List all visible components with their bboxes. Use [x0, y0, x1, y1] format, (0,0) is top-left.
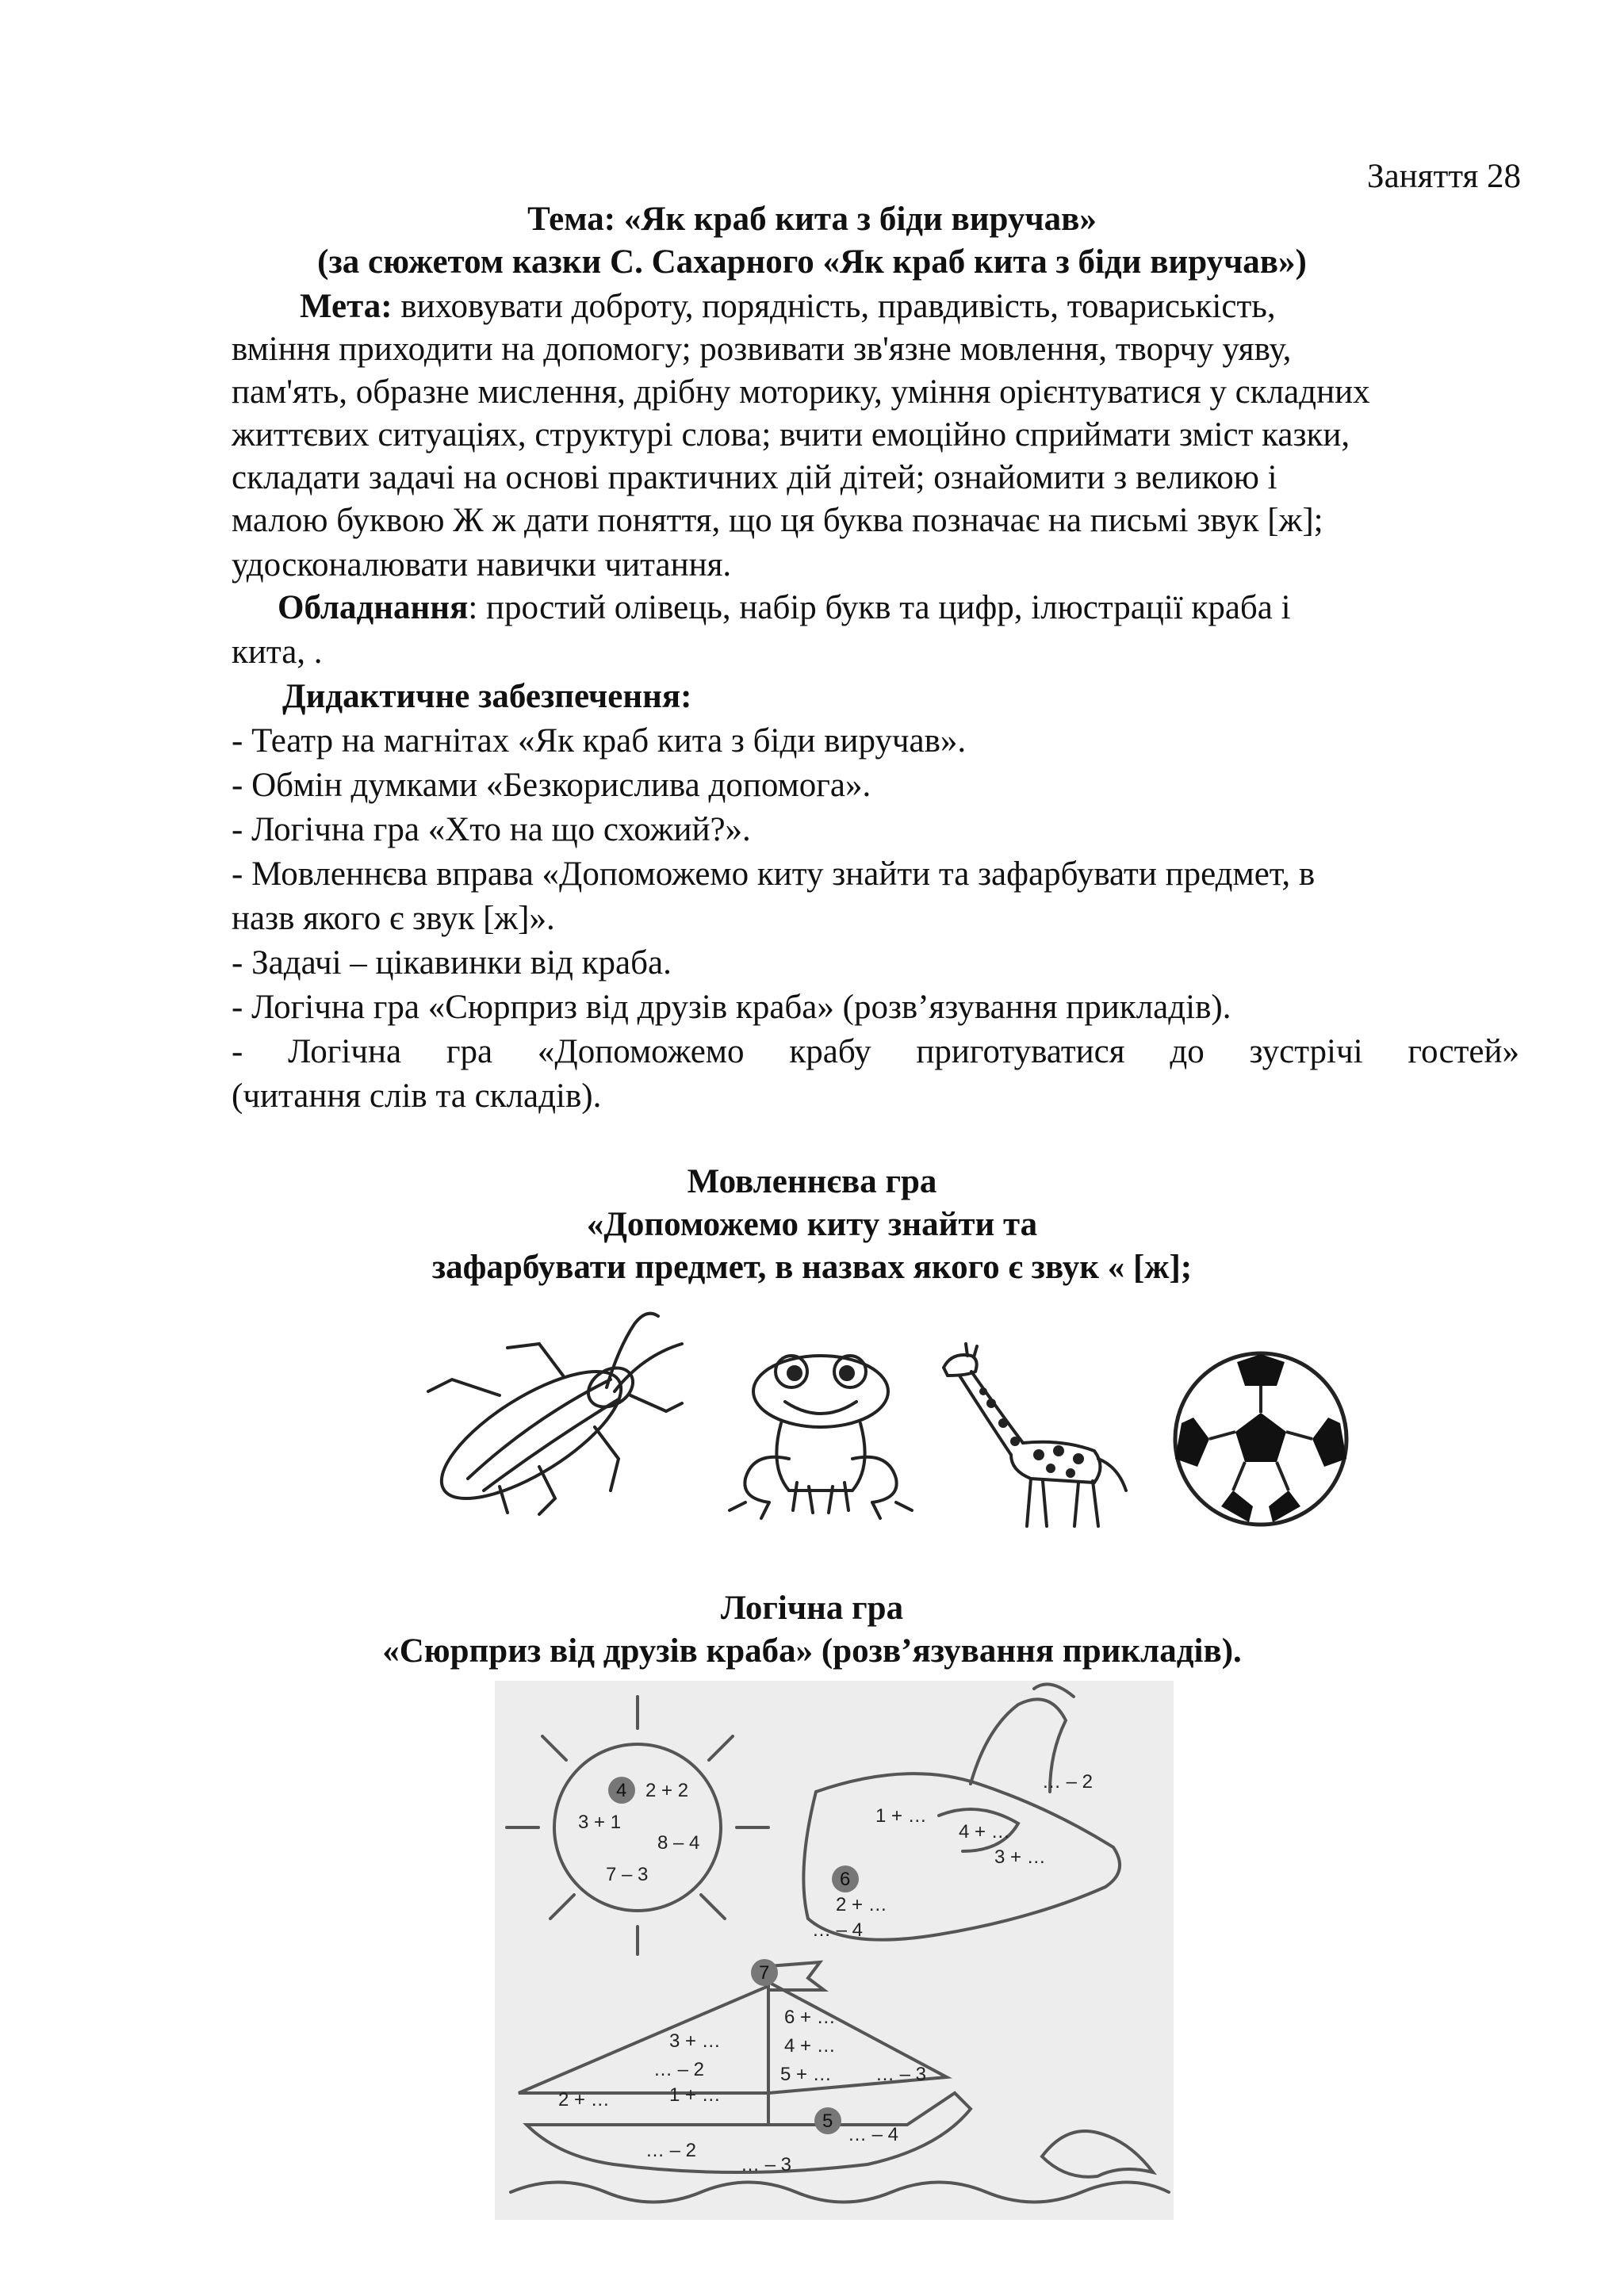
frog-icon: [722, 1340, 920, 1522]
goal-line-7: удосконалювати навички читання.: [232, 546, 732, 584]
lesson-subtitle: (за сюжетом казки С. Сахарного «Як краб кита з біди виручав»): [317, 243, 1307, 281]
fish-example: … – 2: [1042, 1771, 1094, 1793]
boat-badge: 5: [822, 2110, 833, 2132]
speech-game-title: Мовленнєва гра: [687, 1163, 937, 1200]
didactic-item: - Логічна гра «Допоможемо крабу приготуватися до зустрічі гостей»: [232, 1033, 1519, 1070]
didactic-item: - Задачі – цікавинки від краба.: [232, 944, 672, 982]
sail-example: 3 + …: [669, 2030, 721, 2052]
equipment-line-2: кита, .: [232, 633, 323, 671]
didactic-label: Дидактичне забезпечення:: [282, 678, 692, 715]
fish-example: 2 + …: [836, 1894, 887, 1915]
sun-example: 7 – 3: [606, 1864, 649, 1885]
goal-line-3: пам'ять, образне мислення, дрібну моторику, уміння орієнтуватися у складних: [232, 373, 1370, 411]
goal-line-6: малою буквою Ж ж дати поняття, що ця буква позначає на письмі звук [ж];: [232, 502, 1323, 539]
sun-example: 2 + 2: [645, 1780, 689, 1801]
didactic-item: назв якого є звук [ж]».: [232, 900, 555, 937]
goal-line-4: життєвих ситуаціях, структурі слова; вчити емоційно сприймати зміст казки,: [232, 416, 1350, 453]
sail-example: 1 + …: [669, 2084, 721, 2106]
equipment-line-1: Обладнання: простий олівець, набір букв та цифр, ілюстрації краба і: [278, 589, 1291, 626]
sail-badge: 7: [759, 1962, 770, 1984]
sail-example: 4 + …: [784, 2035, 836, 2057]
boat-example: … – 4: [848, 2124, 899, 2145]
fish-example: 4 + …: [959, 1821, 1010, 1843]
didactic-item: - Логічна гра «Сюрприз від друзів краба» (розв’язування прикладів).: [232, 989, 1231, 1026]
sun-example: 8 – 4: [657, 1832, 700, 1854]
lesson-number: Заняття 28: [1367, 158, 1521, 195]
sail-example: … – 3: [875, 2064, 927, 2085]
didactic-item: (читання слів та складів).: [232, 1077, 602, 1115]
didactic-item: - Театр на магнітах «Як краб кита з біди виручав».: [232, 722, 967, 760]
didactic-item: - Обмін думками «Безкорислива допомога».: [232, 767, 871, 804]
fish-example: 1 + …: [875, 1805, 927, 1827]
sun-badge: 4: [616, 1780, 627, 1801]
goal-line-2: вміння приходити на допомогу; розвивати зв'язне мовлення, творчу уяву,: [232, 331, 1292, 368]
beetle-icon: [420, 1300, 706, 1522]
equipment-label: Обладнання: [278, 589, 469, 626]
speech-game-line-2: «Допоможемо киту знайти та: [586, 1206, 1038, 1243]
math-worksheet-picture: [495, 1681, 1174, 2220]
sail-example: … – 2: [653, 2059, 705, 2080]
giraffe-icon: [936, 1340, 1134, 1530]
didactic-item: - Логічна гра «Хто на що схожий?».: [232, 811, 751, 848]
lesson-topic: Тема: «Як краб кита з біди виручав»: [527, 201, 1097, 238]
fish-example: 3 + …: [994, 1846, 1046, 1868]
ball-icon: [1166, 1348, 1356, 1530]
boat-example: … – 2: [645, 2140, 697, 2161]
boat-example: … – 3: [741, 2154, 792, 2175]
sail-example: 5 + …: [780, 2064, 832, 2085]
fish-badge: 6: [840, 1869, 851, 1890]
sun-example: 3 + 1: [578, 1812, 622, 1833]
goal-line-1: Мета: виховувати доброту, порядність, правдивість, товариськість,: [300, 288, 1276, 325]
fish-example: … – 4: [812, 1919, 864, 1941]
didactic-item: - Мовленнєва вправа «Допоможемо киту знайти та зафарбувати предмет, в: [232, 855, 1316, 893]
sail-example: 6 + …: [784, 2007, 836, 2028]
logic-game-title: Логічна гра: [720, 1590, 904, 1627]
goal-line-5: складати задачі на основі практичних дій дітей; ознайомити з великою і: [232, 459, 1277, 496]
logic-game-line-2: «Сюрприз від друзів краба» (розв’язування прикладів).: [382, 1632, 1242, 1670]
goal-label: Мета:: [300, 288, 393, 325]
speech-game-line-3: зафарбувати предмет, в назвах якого є звук « [ж];: [431, 1249, 1193, 1286]
sail-example: 2 + …: [558, 2089, 610, 2110]
